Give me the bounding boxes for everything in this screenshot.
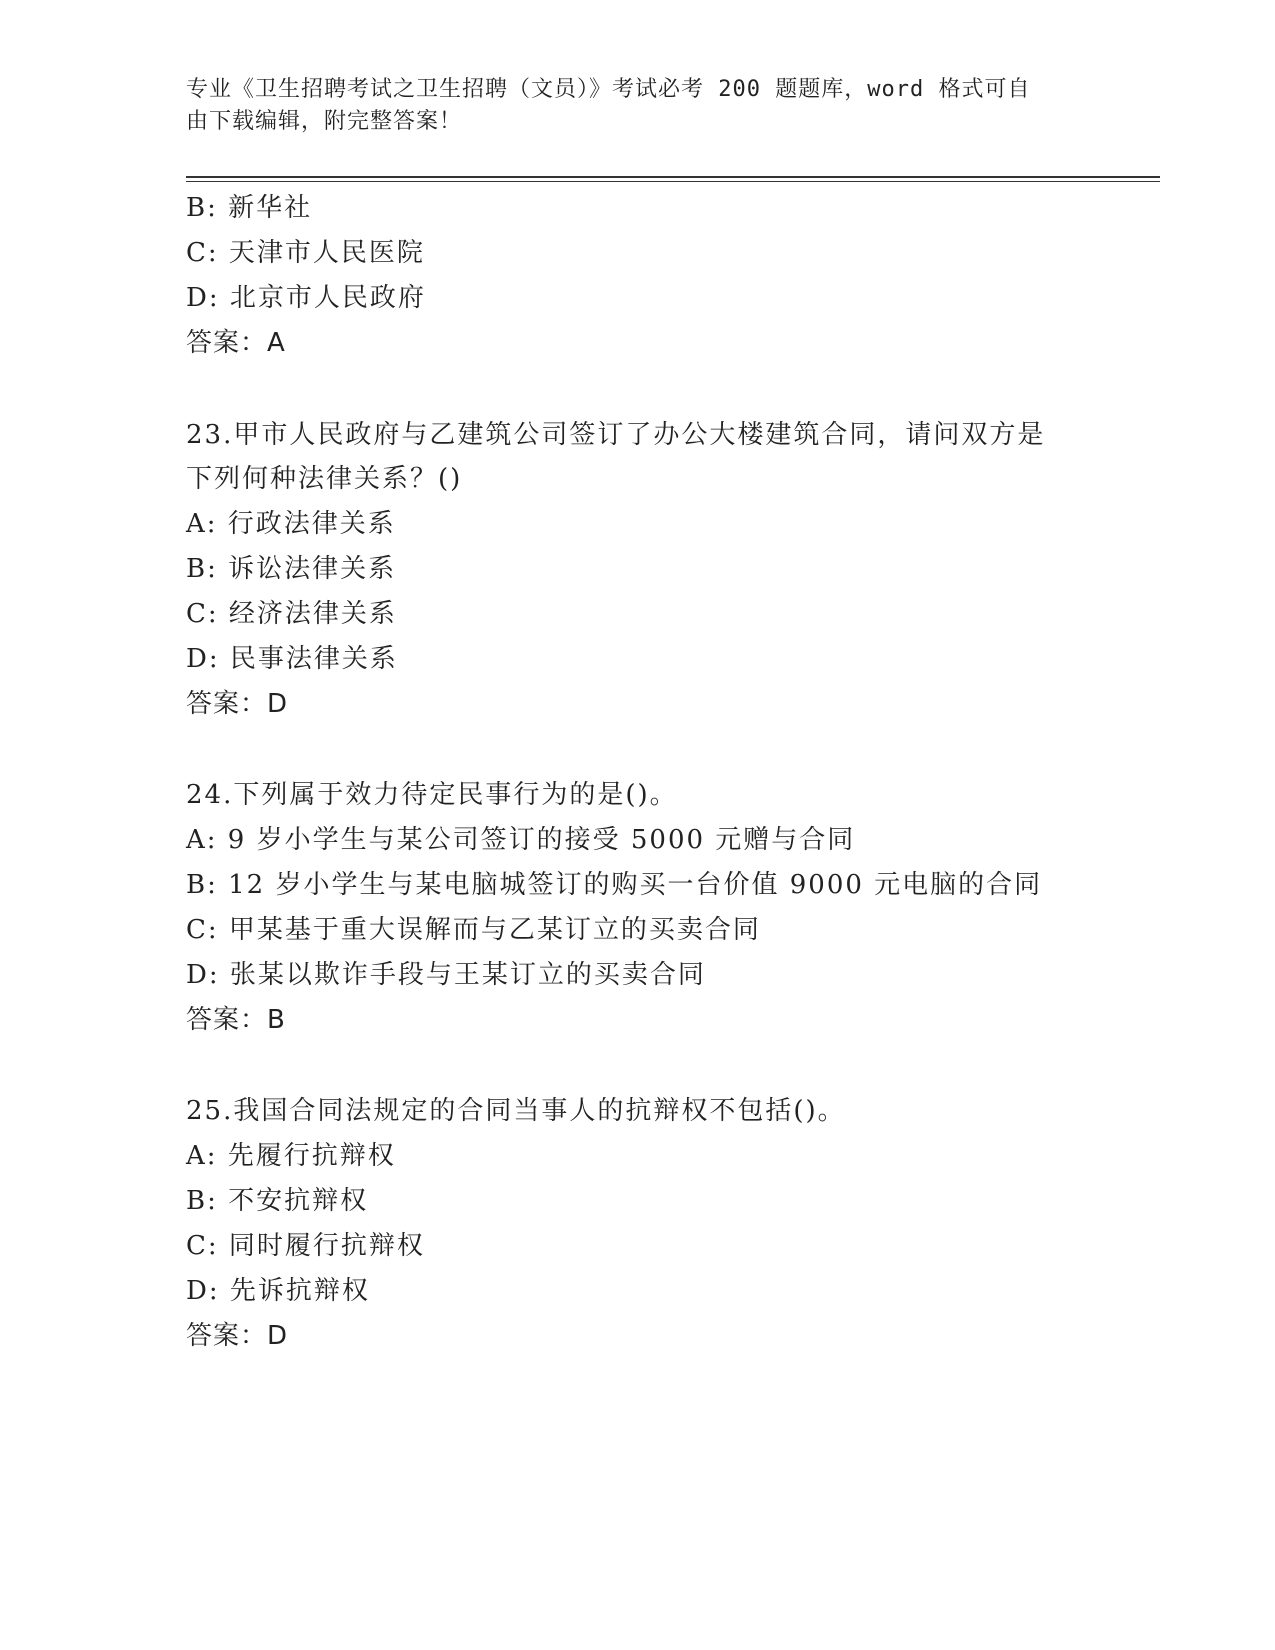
q23-option-d: D: 民事法律关系 bbox=[186, 644, 398, 674]
header-line-2: 由下载编辑，附完整答案！ bbox=[186, 109, 463, 134]
header-line-1: 专业《卫生招聘考试之卫生招聘（文员）》考试必考 200 题题库，word 格式可自 bbox=[186, 77, 1031, 102]
q23-answer: 答案：D bbox=[186, 689, 289, 719]
q24-option-d: D: 张某以欺诈手段与王某订立的买卖合同 bbox=[186, 960, 706, 990]
q25-option-c: C: 同时履行抗辩权 bbox=[186, 1231, 425, 1261]
q25-stem: 25.我国合同法规定的合同当事人的抗辩权不包括()。 bbox=[186, 1096, 846, 1126]
q23-stem-line-2: 下列何种法律关系？() bbox=[186, 464, 463, 494]
q22-answer: 答案：A bbox=[186, 328, 286, 358]
header-rule-thin bbox=[186, 181, 1160, 182]
q22-option-b: B: 新华社 bbox=[186, 193, 313, 223]
q23-option-a: A: 行政法律关系 bbox=[186, 509, 396, 539]
q24-option-c: C: 甲某基于重大误解而与乙某订立的买卖合同 bbox=[186, 915, 761, 945]
q24-option-a: A: 9 岁小学生与某公司签订的接受 5000 元赠与合同 bbox=[186, 825, 856, 855]
q24-answer: 答案：B bbox=[186, 1005, 286, 1035]
q22-option-c: C: 天津市人民医院 bbox=[186, 238, 425, 268]
q25-option-a: A: 先履行抗辩权 bbox=[186, 1141, 396, 1171]
q24-option-b: B: 12 岁小学生与某电脑城签订的购买一台价值 9000 元电脑的合同 bbox=[186, 870, 1043, 900]
q23-stem-line-1: 23.甲市人民政府与乙建筑公司签订了办公大楼建筑合同，请问双方是 bbox=[186, 420, 1046, 450]
q24-stem: 24.下列属于效力待定民事行为的是()。 bbox=[186, 780, 678, 810]
q25-option-b: B: 不安抗辩权 bbox=[186, 1186, 369, 1216]
q25-option-d: D: 先诉抗辩权 bbox=[186, 1276, 370, 1306]
q25-answer: 答案：D bbox=[186, 1321, 289, 1351]
q23-option-b: B: 诉讼法律关系 bbox=[186, 554, 397, 584]
q22-option-d: D: 北京市人民政府 bbox=[186, 283, 426, 313]
header-rule-thick bbox=[186, 176, 1160, 178]
document-header bbox=[186, 74, 1066, 138]
q23-option-c: C: 经济法律关系 bbox=[186, 599, 397, 629]
